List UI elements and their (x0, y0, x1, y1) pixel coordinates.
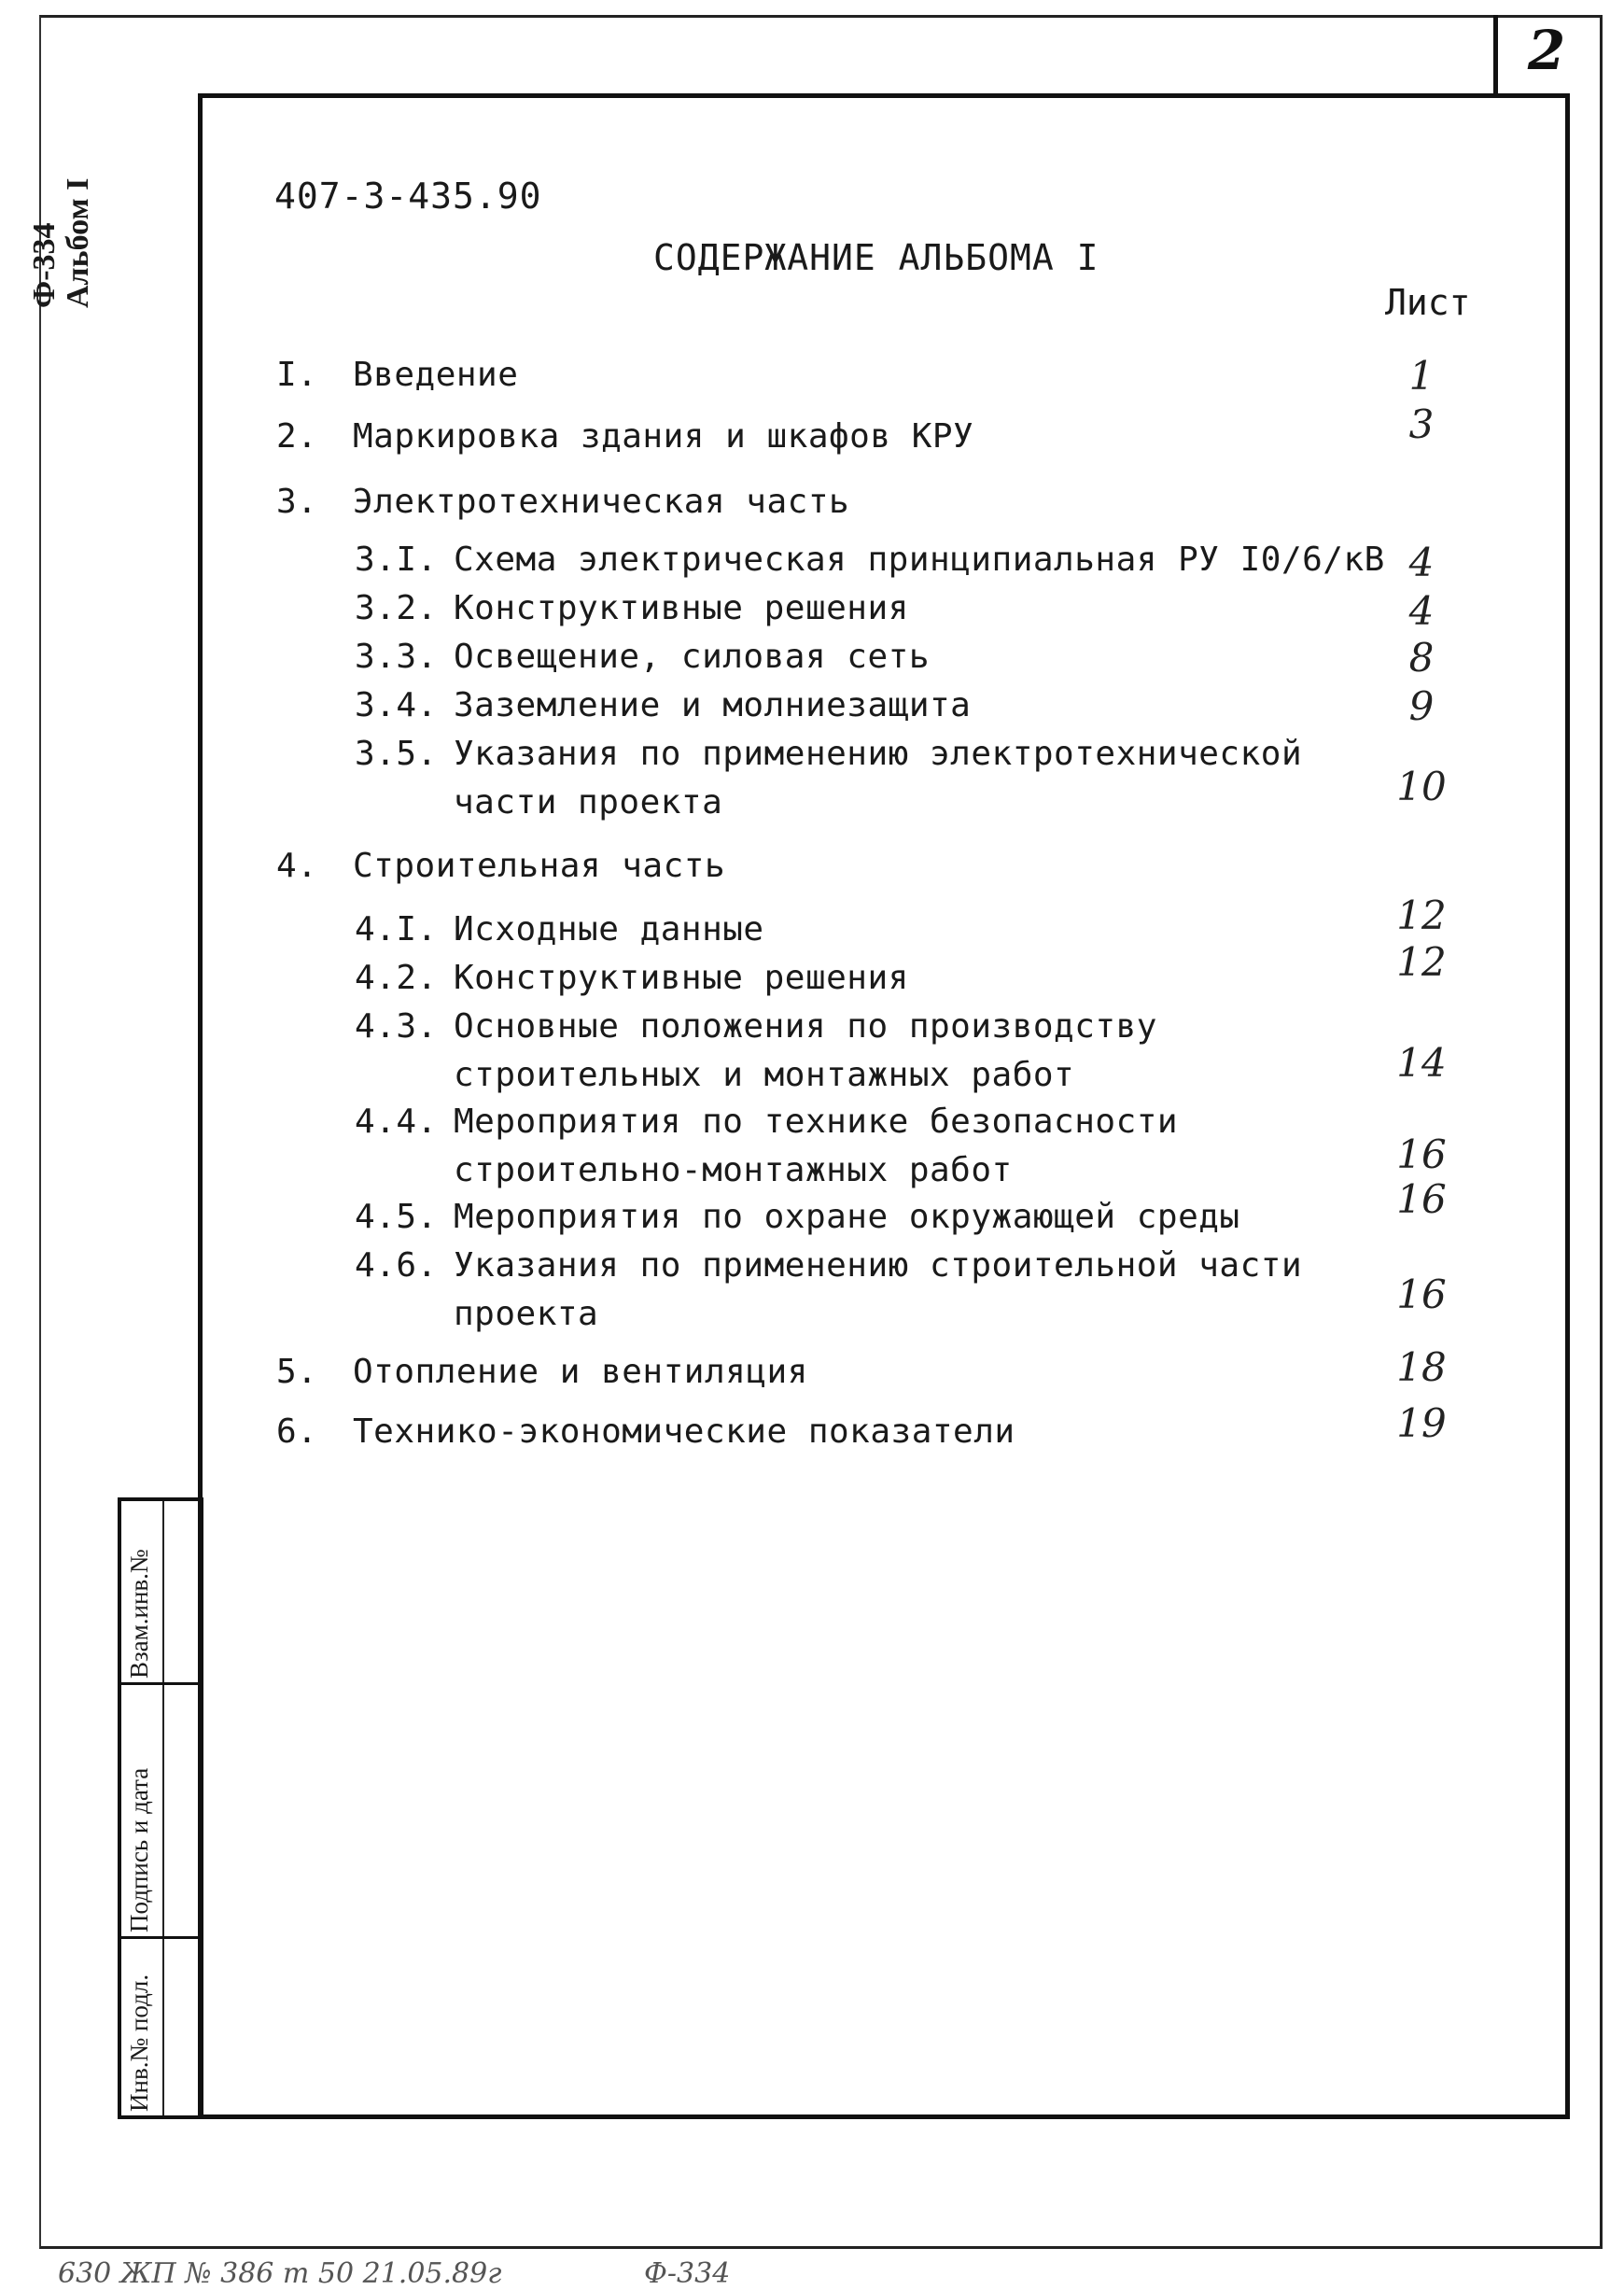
toc-entry-title: Мероприятия по технике безопасности (454, 1103, 1179, 1141)
toc-entry-title: Строительная часть (353, 847, 726, 885)
album-code: Ф-334 (27, 222, 62, 308)
sheet-column-header: Лист (1385, 282, 1471, 323)
toc-entry-page: 16 (1396, 1176, 1447, 1222)
toc-entry-title: Конструктивные решения (454, 959, 909, 997)
toc-entry-title: Электротехническая часть (353, 483, 850, 521)
toc-entry-title: Схема электрическая принципиальная РУ I0/6/кВ (454, 541, 1385, 579)
toc-entry-title: Мероприятия по охране окружающей среды (454, 1198, 1240, 1236)
toc-entry-title-continued: части проекта (454, 783, 723, 822)
toc-entry-number: 3.4. (355, 686, 438, 724)
album-name: Альбом I (61, 177, 95, 308)
toc-entry-page: 4 (1408, 588, 1435, 634)
stamp-row-divider (121, 1936, 200, 1939)
toc-entry-page: 4 (1408, 540, 1435, 585)
toc-entry-page: 9 (1408, 683, 1435, 729)
stamp-row-divider (121, 1682, 200, 1685)
toc-entry-page: 14 (1396, 1040, 1447, 1086)
toc-entry-title-continued: проекта (454, 1295, 599, 1333)
toc-entry-number: 3.3. (355, 638, 438, 676)
toc-entry-page: 16 (1396, 1271, 1447, 1317)
toc-entry-number: 4.5. (355, 1198, 438, 1236)
toc-entry-number: 3.I. (355, 541, 438, 579)
footer-handwritten-note: 630 ЖП № 386 т 50 21.05.89г (58, 2257, 502, 2290)
toc-entry-title: Основные положения по производству (454, 1007, 1157, 1046)
toc-entry-title: Исходные данные (454, 910, 764, 948)
stamp-vzam-label: Взам.инв.№ (125, 1549, 153, 1679)
toc-entry-number: 4.I. (355, 910, 438, 948)
toc-entry-title: Отопление и вентиляция (353, 1353, 808, 1391)
toc-entry-number: 4.2. (355, 959, 438, 997)
toc-entry-title: Освещение, силовая сеть (454, 638, 930, 676)
toc-entry-title: Технико-экономические показатели (353, 1412, 1015, 1451)
album-side-label (28, 178, 95, 308)
toc-entry-page: 3 (1408, 401, 1435, 447)
toc-entry-number: 3.2. (355, 589, 438, 627)
toc-entry-number: 4.6. (355, 1246, 438, 1285)
toc-entry-title-continued: строительных и монтажных работ (454, 1056, 1075, 1094)
stamp-signature-label: Подпись и дата (125, 1767, 153, 1932)
binding-stamp (118, 1497, 203, 2119)
toc-entry-page: 1 (1408, 353, 1435, 399)
toc-entry-title: Заземление и молниезащита (454, 686, 972, 724)
footer-code: Ф-334 (644, 2257, 731, 2290)
sheet-number-divider (1493, 15, 1498, 93)
toc-entry-page: 8 (1408, 635, 1435, 681)
toc-entry-title: Маркировка здания и шкафов КРУ (353, 417, 974, 456)
toc-entry-number: I. (276, 356, 318, 394)
page-title: СОДЕРЖАНИЕ АЛЬБОМА I (653, 237, 1099, 278)
toc-entry-page: 19 (1396, 1400, 1447, 1446)
toc-entry-page: 12 (1396, 892, 1447, 938)
stamp-column-divider (162, 1501, 164, 2115)
toc-entry-number: 4. (276, 847, 318, 885)
toc-entry-title: Указания по применению электротехнической (454, 735, 1303, 773)
toc-entry-number: 3.5. (355, 735, 438, 773)
toc-entry-number: 4.4. (355, 1103, 438, 1141)
toc-entry-page: 18 (1396, 1344, 1447, 1390)
toc-entry-title: Указания по применению строительной части (454, 1246, 1303, 1285)
toc-entry-page: 16 (1396, 1131, 1447, 1177)
document-code: 407-3-435.90 (274, 176, 542, 217)
toc-entry-number: 5. (276, 1353, 318, 1391)
toc-entry-page: 10 (1396, 764, 1447, 809)
toc-entry-number: 6. (276, 1412, 318, 1451)
toc-entry-title-continued: строительно-монтажных работ (454, 1151, 1013, 1189)
toc-entry-page: 12 (1396, 939, 1447, 985)
sheet-number: 2 (1527, 19, 1566, 82)
toc-entry-title: Конструктивные решения (454, 589, 909, 627)
toc-entry-number: 3. (276, 483, 318, 521)
stamp-inventory-label: Инв.№ подл. (125, 1974, 153, 2112)
toc-entry-title: Введение (353, 356, 519, 394)
toc-entry-number: 2. (276, 417, 318, 456)
toc-entry-number: 4.3. (355, 1007, 438, 1046)
